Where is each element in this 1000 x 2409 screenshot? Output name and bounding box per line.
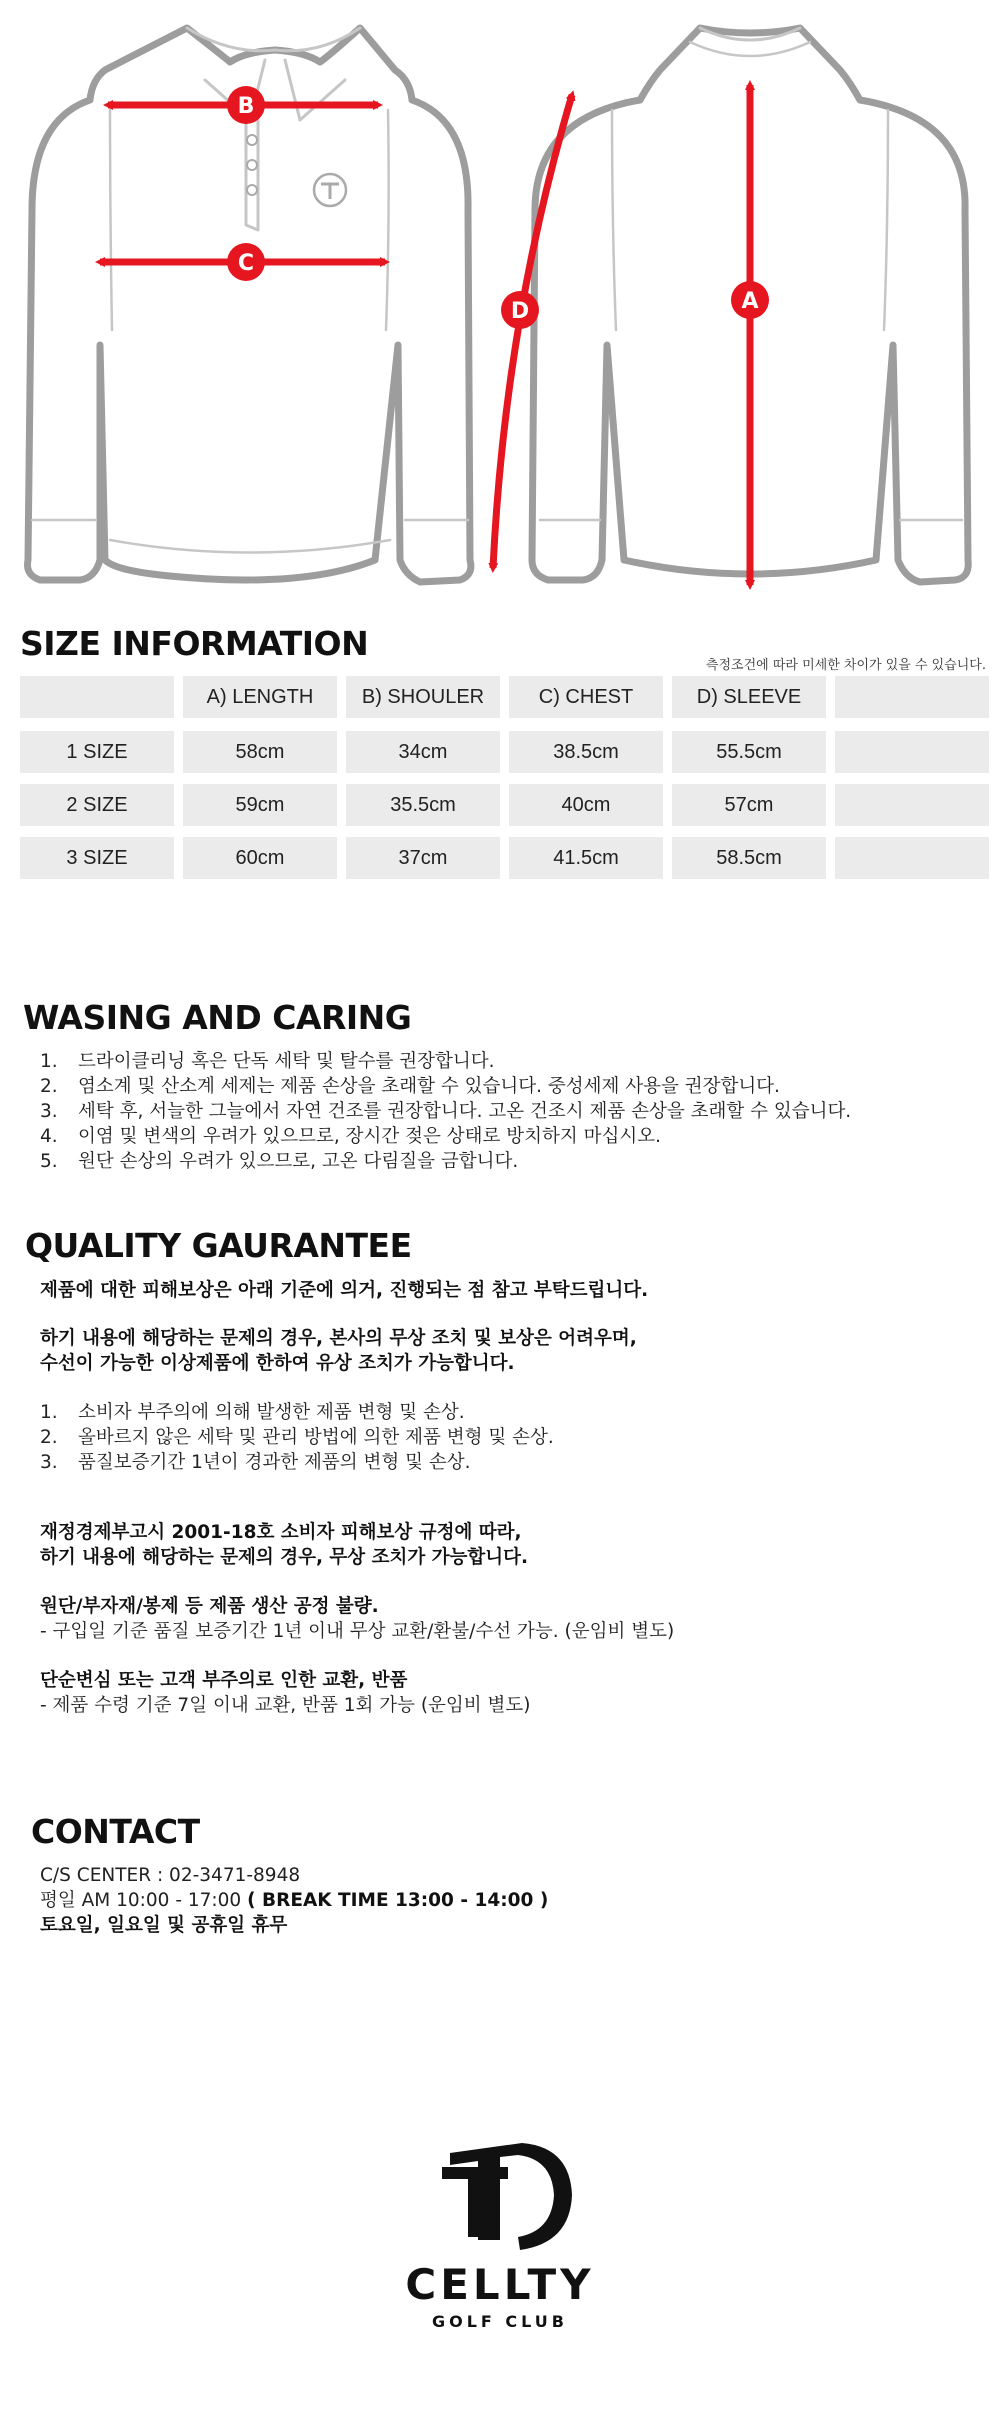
table-header-cell: D) SLEEVE — [672, 676, 826, 718]
badge-b: B — [237, 94, 255, 119]
washing-list — [40, 1049, 851, 1174]
brand-name: CELLTY — [405, 2260, 595, 2309]
table-cell: 38.5cm — [509, 731, 663, 773]
table-cell: 35.5cm — [346, 784, 500, 826]
list-item: 3. 품질보증기간 1년이 경과한 제품의 변형 및 손상. — [40, 1452, 471, 1473]
front-buttons — [247, 135, 257, 195]
table-cell: 57cm — [672, 784, 826, 826]
cs-center-phone: C/S CENTER : 02-3471-8948 — [40, 1865, 301, 1886]
quality-intro: 제품에 대한 피해보상은 아래 기준에 의거, 진행되는 점 참고 부탁드립니다. — [40, 1280, 649, 1301]
table-cell: 40cm — [509, 784, 663, 826]
quality-notice-line1: 하기 내용에 해당하는 문제의 경우, 본사의 무상 조치 및 보상은 어려우며, — [40, 1328, 637, 1349]
list-item: 1. 드라이클리닝 혹은 단독 세탁 및 탈수를 권장합니다. — [40, 1051, 495, 1072]
defect-description: - 구입일 기준 품질 보증기간 1년 이내 무상 교환/환불/수선 가능. (운임비 별도) — [40, 1621, 675, 1642]
brand-subtitle: GOLF CLUB — [432, 2312, 568, 2331]
badge-a: A — [741, 289, 759, 314]
change-description: - 제품 수령 기준 7일 이내 교환, 반품 1회 가능 (운임비 별도) — [40, 1695, 531, 1716]
table-cell: 37cm — [346, 837, 500, 879]
size-information-title: SIZE INFORMATION — [20, 624, 369, 663]
business-hours — [40, 1888, 548, 1913]
brand-logo — [380, 2125, 620, 2355]
table-cell: 58cm — [183, 731, 337, 773]
defect-title: 원단/부자재/봉제 등 제품 생산 공정 불량. — [40, 1596, 379, 1617]
table-header-cell — [20, 676, 174, 718]
closed-days: 토요일, 일요일 및 공휴일 휴무 — [40, 1915, 288, 1936]
table-cell: 59cm — [183, 784, 337, 826]
list-item: 2. 염소계 및 산소계 세제는 제품 손상을 초래할 수 있습니다. 중성세제 사용을 권장합니다. — [40, 1076, 780, 1097]
change-title: 단순변심 또는 고객 부주의로 인한 교환, 반품 — [40, 1670, 408, 1691]
size-measurement-note: 측정조건에 따라 미세한 차이가 있을 수 있습니다. — [705, 658, 986, 673]
table-cell: 34cm — [346, 731, 500, 773]
list-item: 5. 원단 손상의 우려가 있으므로, 고온 다림질을 금합니다. — [40, 1151, 519, 1172]
table-cell — [835, 784, 989, 826]
table-header-cell — [835, 676, 989, 718]
measurement-badges — [227, 86, 769, 329]
brand-emblem-icon — [380, 2125, 620, 2265]
table-cell: 55.5cm — [672, 731, 826, 773]
list-item: 3. 세탁 후, 서늘한 그늘에서 자연 건조를 권장합니다. 고온 건조시 제품 손상을 초래할 수 있습니다. — [40, 1101, 852, 1122]
table-header-cell: A) LENGTH — [183, 676, 337, 718]
list-item: 4. 이염 및 변색의 우려가 있으므로, 장시간 젖은 상태로 방치하지 마십시오. — [40, 1126, 661, 1147]
badge-d: D — [510, 299, 530, 324]
regulation-line1: 재정경제부고시 2001-18호 소비자 피해보상 규정에 따라, — [40, 1522, 522, 1543]
table-cell — [835, 837, 989, 879]
table-cell: 1 SIZE — [20, 731, 174, 773]
break-time: ( BREAK TIME 13:00 - 14:00 ) — [247, 1890, 549, 1911]
table-header-cell: B) SHOULER — [346, 676, 500, 718]
quality-list — [40, 1400, 554, 1475]
garment-measurement-diagram — [0, 0, 1000, 600]
contact-title: CONTACT — [31, 1812, 200, 1851]
list-item: 1. 소비자 부주의에 의해 발생한 제품 변형 및 손상. — [40, 1402, 465, 1423]
list-item: 2. 올바르지 않은 세탁 및 관리 방법에 의한 제품 변형 및 손상. — [40, 1427, 554, 1448]
quality-title: QUALITY GAURANTEE — [25, 1226, 412, 1265]
table-cell: 41.5cm — [509, 837, 663, 879]
regulation-line2: 하기 내용에 해당하는 문제의 경우, 무상 조치가 가능합니다. — [40, 1547, 529, 1568]
washing-title: WASING AND CARING — [23, 998, 412, 1037]
table-cell: 60cm — [183, 837, 337, 879]
table-cell: 3 SIZE — [20, 837, 174, 879]
quality-notice-line2: 수선이 가능한 이상제품에 한하여 유상 조치가 가능합니다. — [40, 1353, 515, 1374]
badge-c: C — [237, 251, 255, 276]
table-cell: 58.5cm — [672, 837, 826, 879]
chest-logo-icon — [314, 174, 346, 206]
table-cell: 2 SIZE — [20, 784, 174, 826]
table-header-cell: C) CHEST — [509, 676, 663, 718]
business-hours-text: 평일 AM 10:00 - 17:00 — [40, 1890, 242, 1911]
table-cell — [835, 731, 989, 773]
measurement-arrows — [100, 85, 750, 585]
